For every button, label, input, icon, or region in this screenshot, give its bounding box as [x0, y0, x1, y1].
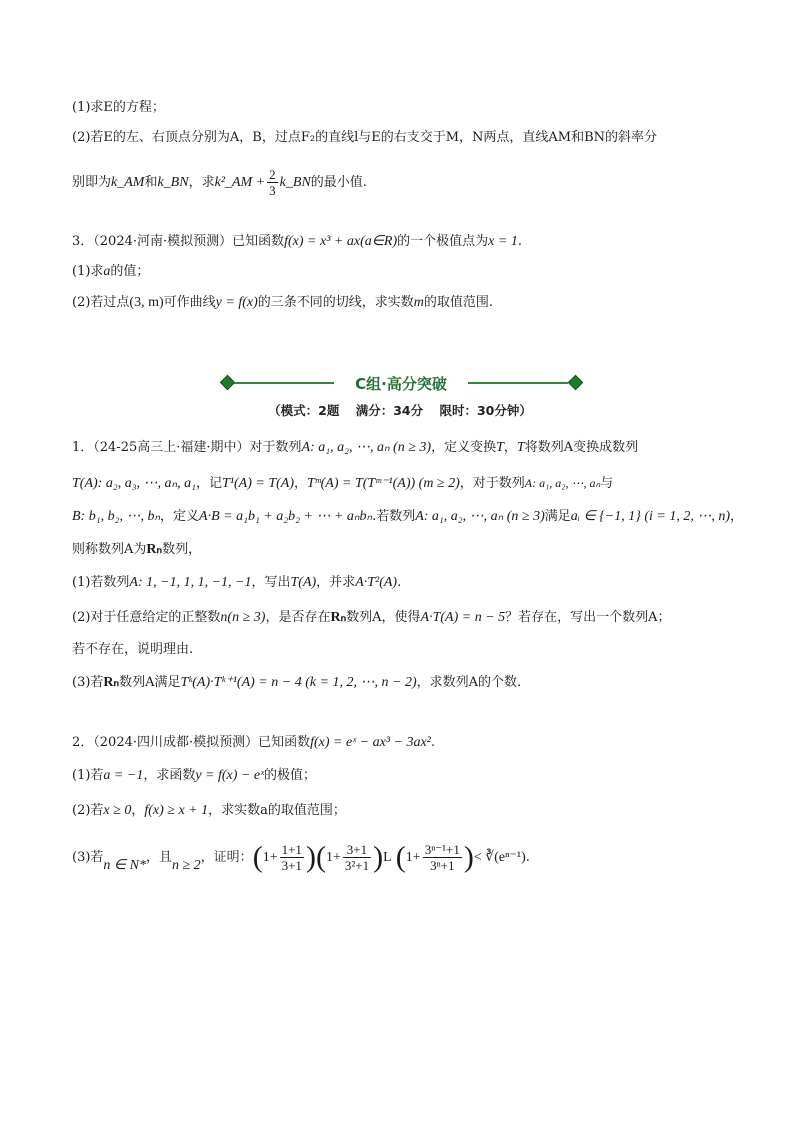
- problem-3-part-1: [72, 262, 149, 282]
- c1-part-1: [72, 573, 401, 593]
- text: (2)若过点: [72, 295, 130, 310]
- question-1-part-1: [72, 98, 165, 118]
- banner-divider: [468, 382, 568, 384]
- c1-part-2-cont: [72, 640, 193, 660]
- score-text: 满分：34分: [355, 403, 424, 418]
- text: .: [525, 850, 530, 865]
- text: (2)若: [72, 803, 104, 818]
- c1-part-2: [72, 608, 671, 628]
- math-expr: 1+: [405, 850, 421, 865]
- text: 的取值范围.: [423, 295, 494, 310]
- frac-num: 3ⁿ⁻¹+1: [424, 842, 460, 857]
- text: .若数列: [372, 509, 416, 524]
- text: 的一个极值点为: [397, 234, 489, 249]
- text: ，求: [188, 175, 215, 190]
- text: .: [430, 735, 436, 750]
- text: (2)对于任意给定的正整数: [72, 610, 221, 625]
- c1-part-3: [72, 673, 521, 693]
- c2-stem: [72, 733, 435, 753]
- question-1-part-2-cont: [72, 167, 367, 198]
- text: .: [517, 234, 522, 249]
- c1-stem-line-3: [72, 507, 743, 527]
- text: (1)求E的方程；: [72, 100, 165, 115]
- fraction: [423, 842, 462, 873]
- math-expr: k_BN: [157, 175, 189, 190]
- fraction: [343, 842, 371, 873]
- math-expr: T: [516, 440, 525, 455]
- text: 2．（2024·四川成都·模拟预测）已知函数: [72, 735, 311, 750]
- text: (1)若数列: [72, 575, 130, 590]
- c2-part-2: [72, 801, 346, 821]
- math-expr: (3, m): [129, 295, 164, 310]
- paren-open: (: [395, 840, 406, 874]
- text: ，求实数a的取值范围；: [208, 803, 346, 818]
- text: 和: [144, 175, 158, 190]
- math-expr: k_AM: [111, 175, 145, 190]
- text: ，定义: [160, 509, 200, 524]
- math-expr: k²_AM +: [214, 175, 266, 190]
- text: (3)若: [72, 850, 104, 865]
- c1-stem-line-1: [72, 438, 638, 458]
- text: 满足: [544, 509, 571, 524]
- text: ，证明：: [200, 850, 253, 865]
- frac-num: 3+1: [343, 842, 371, 858]
- frac-den: 3²+1: [344, 858, 370, 873]
- text: ，是否存在: [265, 610, 331, 625]
- math-expr: Rₙ: [146, 542, 163, 557]
- paren-close: ): [373, 840, 384, 874]
- paren-close: ): [463, 840, 474, 874]
- text: ，求函数: [143, 768, 196, 783]
- text: (2)若E的左、右顶点分别为A，B，过点F₂的直线l与E的右支交于M，N两点，直线AM和BN的斜率分: [72, 130, 658, 145]
- section-info: [0, 401, 800, 419]
- math-expr: T(A): a₂, a₃, ⋯, aₙ, a₁: [72, 476, 197, 491]
- banner-divider: [234, 382, 334, 384]
- math-expr: k_BN: [279, 175, 311, 190]
- c1-stem-line-4: [72, 540, 201, 560]
- math-expr: Tᵏ(A)·Tᵏ⁺¹(A) = n − 4 (k = 1, 2, ⋯, n − 2): [180, 675, 417, 690]
- text: ，对于数列: [459, 476, 525, 491]
- text: ，记: [196, 476, 223, 491]
- text: 若不存在，说明理由.: [72, 642, 194, 657]
- text: 3．（2024·河南·模拟预测）已知函数: [72, 234, 285, 249]
- math-expr: n ∈ N*: [103, 858, 146, 873]
- section-banner: [216, 373, 586, 393]
- c2-part-3: [72, 838, 530, 878]
- time-text: 限时：30分钟）: [439, 403, 532, 418]
- math-expr: B: b₁, b₂, ⋯, bₙ: [72, 509, 161, 524]
- text: ，: [131, 803, 145, 818]
- text: (1)若: [72, 768, 104, 783]
- math-expr: A: a₁, a₂, ⋯, aₙ (n ≥ 3): [415, 509, 545, 524]
- c2-part-1: [72, 766, 316, 786]
- text: 将数列A变换成数列: [524, 440, 639, 455]
- paren-open: (: [252, 840, 263, 874]
- math-expr: m: [413, 295, 424, 310]
- math-expr: Tᵐ(A) = T(Tᵐ⁻¹(A)) (m ≥ 2): [307, 476, 460, 491]
- math-expr: f(x) ≥ x + 1: [144, 803, 209, 818]
- frac-num: 1+1: [281, 842, 302, 857]
- math-expr: L: [383, 850, 392, 865]
- math-expr: a: [103, 264, 111, 279]
- math-expr: 1+: [262, 850, 278, 865]
- text: ，: [294, 476, 308, 491]
- text: 数列A，使得: [346, 610, 421, 625]
- math-expr: x = 1: [488, 234, 518, 249]
- math-expr: A·T(A) = n − 5: [420, 610, 506, 625]
- text: ，: [730, 509, 744, 524]
- math-expr: x ≥ 0: [103, 803, 132, 818]
- text: ，并求: [316, 575, 356, 590]
- problem-3-part-2: [72, 293, 493, 313]
- question-1-part-2: [72, 128, 657, 148]
- math-expr: y = f(x) − eˣ: [195, 768, 265, 783]
- fraction: [280, 842, 304, 873]
- math-expr: T¹(A) = T(A): [222, 476, 294, 491]
- problem-3-stem: [72, 232, 522, 252]
- section-title: C组·高分突破: [355, 375, 447, 393]
- math-expr: f(x) = x³ + ax(a∈R): [284, 234, 398, 249]
- text: ？若存在，写出一个数列A；: [505, 610, 671, 625]
- math-expr: A: a₁, a₂, ⋯, aₙ: [524, 476, 601, 490]
- text: 的三条不同的切线，求实数: [257, 295, 414, 310]
- mode-text: （模式：2题: [268, 403, 340, 418]
- math-expr: Rₙ: [103, 675, 120, 690]
- text: 数列，: [162, 542, 202, 557]
- paren-open: (: [315, 840, 326, 874]
- text: 的值；: [110, 264, 150, 279]
- math-expr: n(n ≥ 3): [220, 610, 266, 625]
- math-expr: A: 1, −1, 1, 1, −1, −1: [129, 575, 252, 590]
- math-expr: a = −1: [103, 768, 144, 783]
- c1-stem-line-2: [72, 473, 613, 494]
- frac-den: 3: [269, 183, 276, 198]
- paren-close: ): [305, 840, 316, 874]
- text: (3)若: [72, 675, 104, 690]
- text: 与: [600, 476, 614, 491]
- math-expr: 1+: [325, 850, 341, 865]
- text: 1．（24-25高三上·福建·期中）对于数列: [72, 440, 302, 455]
- math-expr: T: [496, 440, 504, 455]
- text: ，: [503, 440, 517, 455]
- text: 的最小值.: [310, 175, 367, 190]
- text: 可作曲线: [163, 295, 216, 310]
- text: ，写出: [251, 575, 291, 590]
- text: 的极值；: [264, 768, 317, 783]
- frac-den: 3+1: [281, 858, 302, 873]
- text: 则称数列A为: [72, 542, 147, 557]
- math-expr: A·T²(A): [355, 575, 398, 590]
- diamond-icon: [220, 375, 236, 391]
- text: ，求数列A的个数.: [416, 675, 522, 690]
- math-expr: A: a₁, a₂, ⋯, aₙ (n ≥ 3): [301, 440, 432, 455]
- math-expr: Rₙ: [330, 610, 347, 625]
- text: 别即为: [72, 175, 112, 190]
- math-expr: n ≥ 2: [171, 858, 201, 873]
- text: ，定义变换: [431, 440, 497, 455]
- text: .: [397, 575, 402, 590]
- frac-den: 3ⁿ+1: [430, 858, 455, 873]
- math-expr: f(x) = eˣ − ax³ − 3ax²: [310, 735, 431, 750]
- fraction: [267, 167, 278, 198]
- math-expr: T(A): [290, 575, 317, 590]
- text: 数列A满足: [119, 675, 181, 690]
- math-expr: A·B = a₁b₁ + a₂b₂ + ⋯ + aₙbₙ: [199, 509, 373, 524]
- diamond-icon: [568, 375, 584, 391]
- math-expr: < ∛(eⁿ⁻¹): [473, 850, 526, 865]
- math-expr: aᵢ ∈ {−1, 1} (i = 1, 2, ⋯, n): [570, 509, 730, 524]
- text: ，且: [145, 850, 172, 865]
- math-expr: y = f(x): [215, 295, 258, 310]
- text: (1)求: [72, 264, 104, 279]
- frac-num: 2: [269, 167, 276, 182]
